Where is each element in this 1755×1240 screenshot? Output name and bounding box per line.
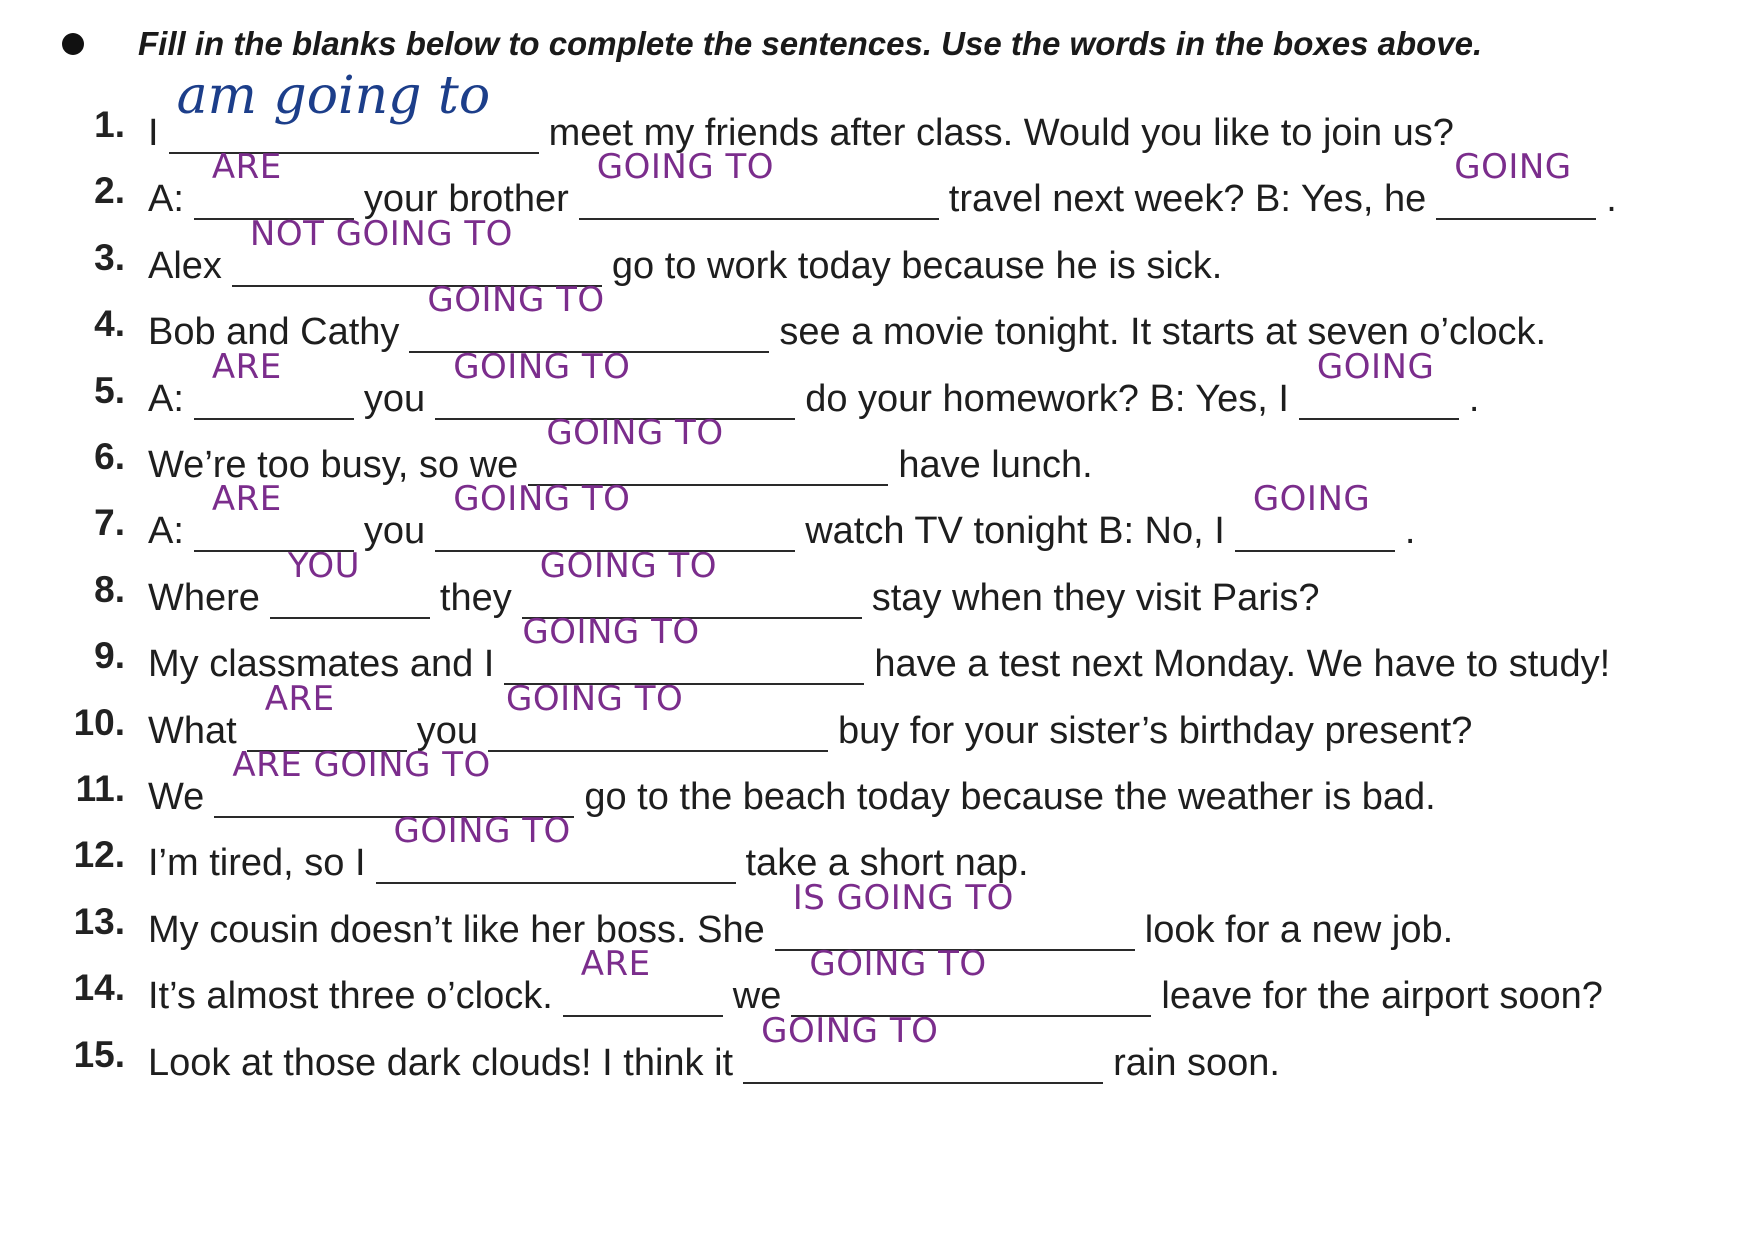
item-number: 10. xyxy=(73,701,125,743)
sentence-text: have lunch. xyxy=(898,444,1093,486)
typed-answer: GOING TO xyxy=(809,944,987,985)
typed-answer: ARE xyxy=(264,678,335,719)
answer-blank[interactable] xyxy=(1436,147,1596,220)
handwritten-answer: am going to xyxy=(176,66,491,126)
answer-blank[interactable] xyxy=(232,213,602,287)
answer-blank[interactable] xyxy=(435,479,795,552)
sentence-text: stay when they visit Paris? xyxy=(871,576,1320,619)
sentence-text: We xyxy=(148,776,205,818)
exercise-item xyxy=(0,1010,1755,1092)
typed-answer: GOING TO xyxy=(505,678,684,719)
exercise-item xyxy=(0,346,1755,428)
typed-answer: GOING TO xyxy=(453,479,631,520)
answer-blank[interactable] xyxy=(488,678,828,752)
typed-answer: ARE xyxy=(580,944,651,985)
item-number: 6. xyxy=(94,436,125,477)
typed-answer: GOING TO xyxy=(393,811,571,852)
item-number: 4. xyxy=(94,303,125,345)
typed-answer: ARE xyxy=(211,147,282,188)
answer-blank[interactable] xyxy=(522,545,862,619)
answer-blank[interactable] xyxy=(194,479,354,552)
answer-blank[interactable] xyxy=(743,1010,1103,1084)
sentence-text: I xyxy=(148,112,159,154)
sentence-text: do your homework? B: Yes, I xyxy=(805,377,1289,420)
sentence-text: look for a new job. xyxy=(1144,908,1454,951)
exercise-item xyxy=(0,612,1755,693)
answer-blank[interactable] xyxy=(579,147,939,220)
sentence-text: Where xyxy=(148,576,260,619)
sentence-text: Bob and Cathy xyxy=(148,311,400,354)
sentence-text: we xyxy=(732,975,782,1018)
sentence xyxy=(148,612,1611,693)
sentence-text: A: xyxy=(148,178,184,221)
bullet-icon xyxy=(62,33,84,55)
typed-answer: IS GOING TO xyxy=(792,877,1014,918)
sentence-text: My cousin doesn’t like her boss. She xyxy=(148,908,765,951)
typed-answer: GOING TO xyxy=(596,147,775,188)
item-number: 3. xyxy=(94,236,125,278)
sentence xyxy=(148,66,1454,162)
instruction-line xyxy=(62,14,1482,74)
sentence xyxy=(148,545,1320,627)
answer-blank[interactable] xyxy=(563,944,723,1017)
answer-blank[interactable] xyxy=(194,147,354,220)
item-number: 14. xyxy=(73,967,125,1009)
sentence-text: I’m tired, so I xyxy=(148,842,366,885)
sentence-text: take a short nap. xyxy=(745,842,1029,885)
typed-answer: NOT GOING TO xyxy=(249,213,513,254)
answer-blank[interactable] xyxy=(409,280,769,353)
sentence-text: We’re too busy, so we xyxy=(148,444,519,486)
typed-answer: GOING TO xyxy=(546,413,724,453)
sentence-text: your brother xyxy=(363,178,569,221)
item-number: 8. xyxy=(94,568,125,610)
item-number: 1. xyxy=(94,104,125,145)
sentence-text: Look at those dark clouds! I think it xyxy=(148,1041,734,1084)
answer-blank[interactable] xyxy=(247,678,407,752)
item-number: 2. xyxy=(94,170,125,212)
sentence-text: they xyxy=(439,576,512,619)
answer-blank[interactable] xyxy=(775,877,1135,951)
sentence-text: . xyxy=(1606,178,1617,221)
sentence-text: Alex xyxy=(148,244,222,287)
answer-blank[interactable] xyxy=(214,745,574,818)
typed-answer: GOING xyxy=(1454,147,1572,188)
exercise-item xyxy=(0,545,1755,627)
exercise-item xyxy=(0,213,1755,295)
item-number: 5. xyxy=(94,369,125,411)
sentence-text: go to the beach today because the weather is bad. xyxy=(584,776,1436,818)
answer-blank[interactable] xyxy=(528,413,888,486)
typed-answer: GOING TO xyxy=(761,1010,939,1051)
answer-blank[interactable] xyxy=(270,545,430,619)
exercise-item xyxy=(0,479,1755,560)
instruction-text: Fill in the blanks below to complete the sentences. Use the words in the boxes above. xyxy=(138,25,1483,62)
typed-answer: GOING xyxy=(1252,479,1371,520)
item-number: 9. xyxy=(94,635,125,677)
sentence xyxy=(148,346,1480,428)
answer-blank[interactable] xyxy=(376,811,736,884)
sentence-text: travel next week? B: Yes, he xyxy=(948,178,1427,221)
sentence-text: What xyxy=(148,709,237,752)
sentence xyxy=(148,1010,1280,1092)
typed-answer: GOING TO xyxy=(522,612,700,653)
answer-blank[interactable] xyxy=(194,346,354,420)
item-number: 12. xyxy=(73,834,125,876)
sentence-text: . xyxy=(1468,377,1480,420)
typed-answer: YOU xyxy=(287,545,360,586)
typed-answer: ARE GOING TO xyxy=(232,745,491,785)
exercise-item xyxy=(0,745,1755,826)
answer-blank[interactable] xyxy=(791,944,1151,1017)
sentence-text: you xyxy=(416,709,478,752)
answer-blank[interactable] xyxy=(169,66,539,154)
typed-answer: ARE xyxy=(211,479,282,520)
typed-answer: GOING TO xyxy=(453,346,631,387)
sentence-text: leave for the airport soon? xyxy=(1161,975,1603,1018)
sentence-text: My classmates and I xyxy=(148,643,495,686)
item-number: 13. xyxy=(73,900,125,942)
sentence-text: you xyxy=(363,377,426,420)
typed-answer: GOING TO xyxy=(427,280,605,321)
answer-blank[interactable] xyxy=(435,346,795,420)
sentence xyxy=(148,877,1454,959)
sentence-text: go to work today because he is sick. xyxy=(611,244,1223,287)
sentence xyxy=(148,213,1223,295)
typed-answer: GOING xyxy=(1316,346,1435,387)
answer-blank[interactable] xyxy=(504,612,864,685)
answer-blank[interactable] xyxy=(1299,346,1459,420)
item-number: 15. xyxy=(73,1033,125,1075)
sentence-text: . xyxy=(1404,510,1416,553)
sentence-text: rain soon. xyxy=(1113,1041,1280,1084)
sentence-text: buy for your sister’s birthday present? xyxy=(837,709,1473,752)
item-number: 11. xyxy=(75,768,125,809)
typed-answer: ARE xyxy=(211,346,282,387)
sentence-text: see a movie tonight. It starts at seven o’clock. xyxy=(779,311,1547,354)
sentence-text: A: xyxy=(148,510,184,553)
item-number: 7. xyxy=(94,502,125,544)
sentence xyxy=(148,745,1436,826)
sentence-text: A: xyxy=(148,377,184,420)
sentence-text: have a test next Monday. We have to study! xyxy=(874,643,1611,686)
answer-blank[interactable] xyxy=(1235,479,1395,552)
sentence-text: It’s almost three o’clock. xyxy=(148,975,553,1018)
sentence-text: watch TV tonight B: No, I xyxy=(805,510,1225,553)
sentence-text: you xyxy=(363,510,426,553)
sentence-text: meet my friends after class. Would you like to join us? xyxy=(548,112,1454,154)
typed-answer: GOING TO xyxy=(539,545,718,586)
